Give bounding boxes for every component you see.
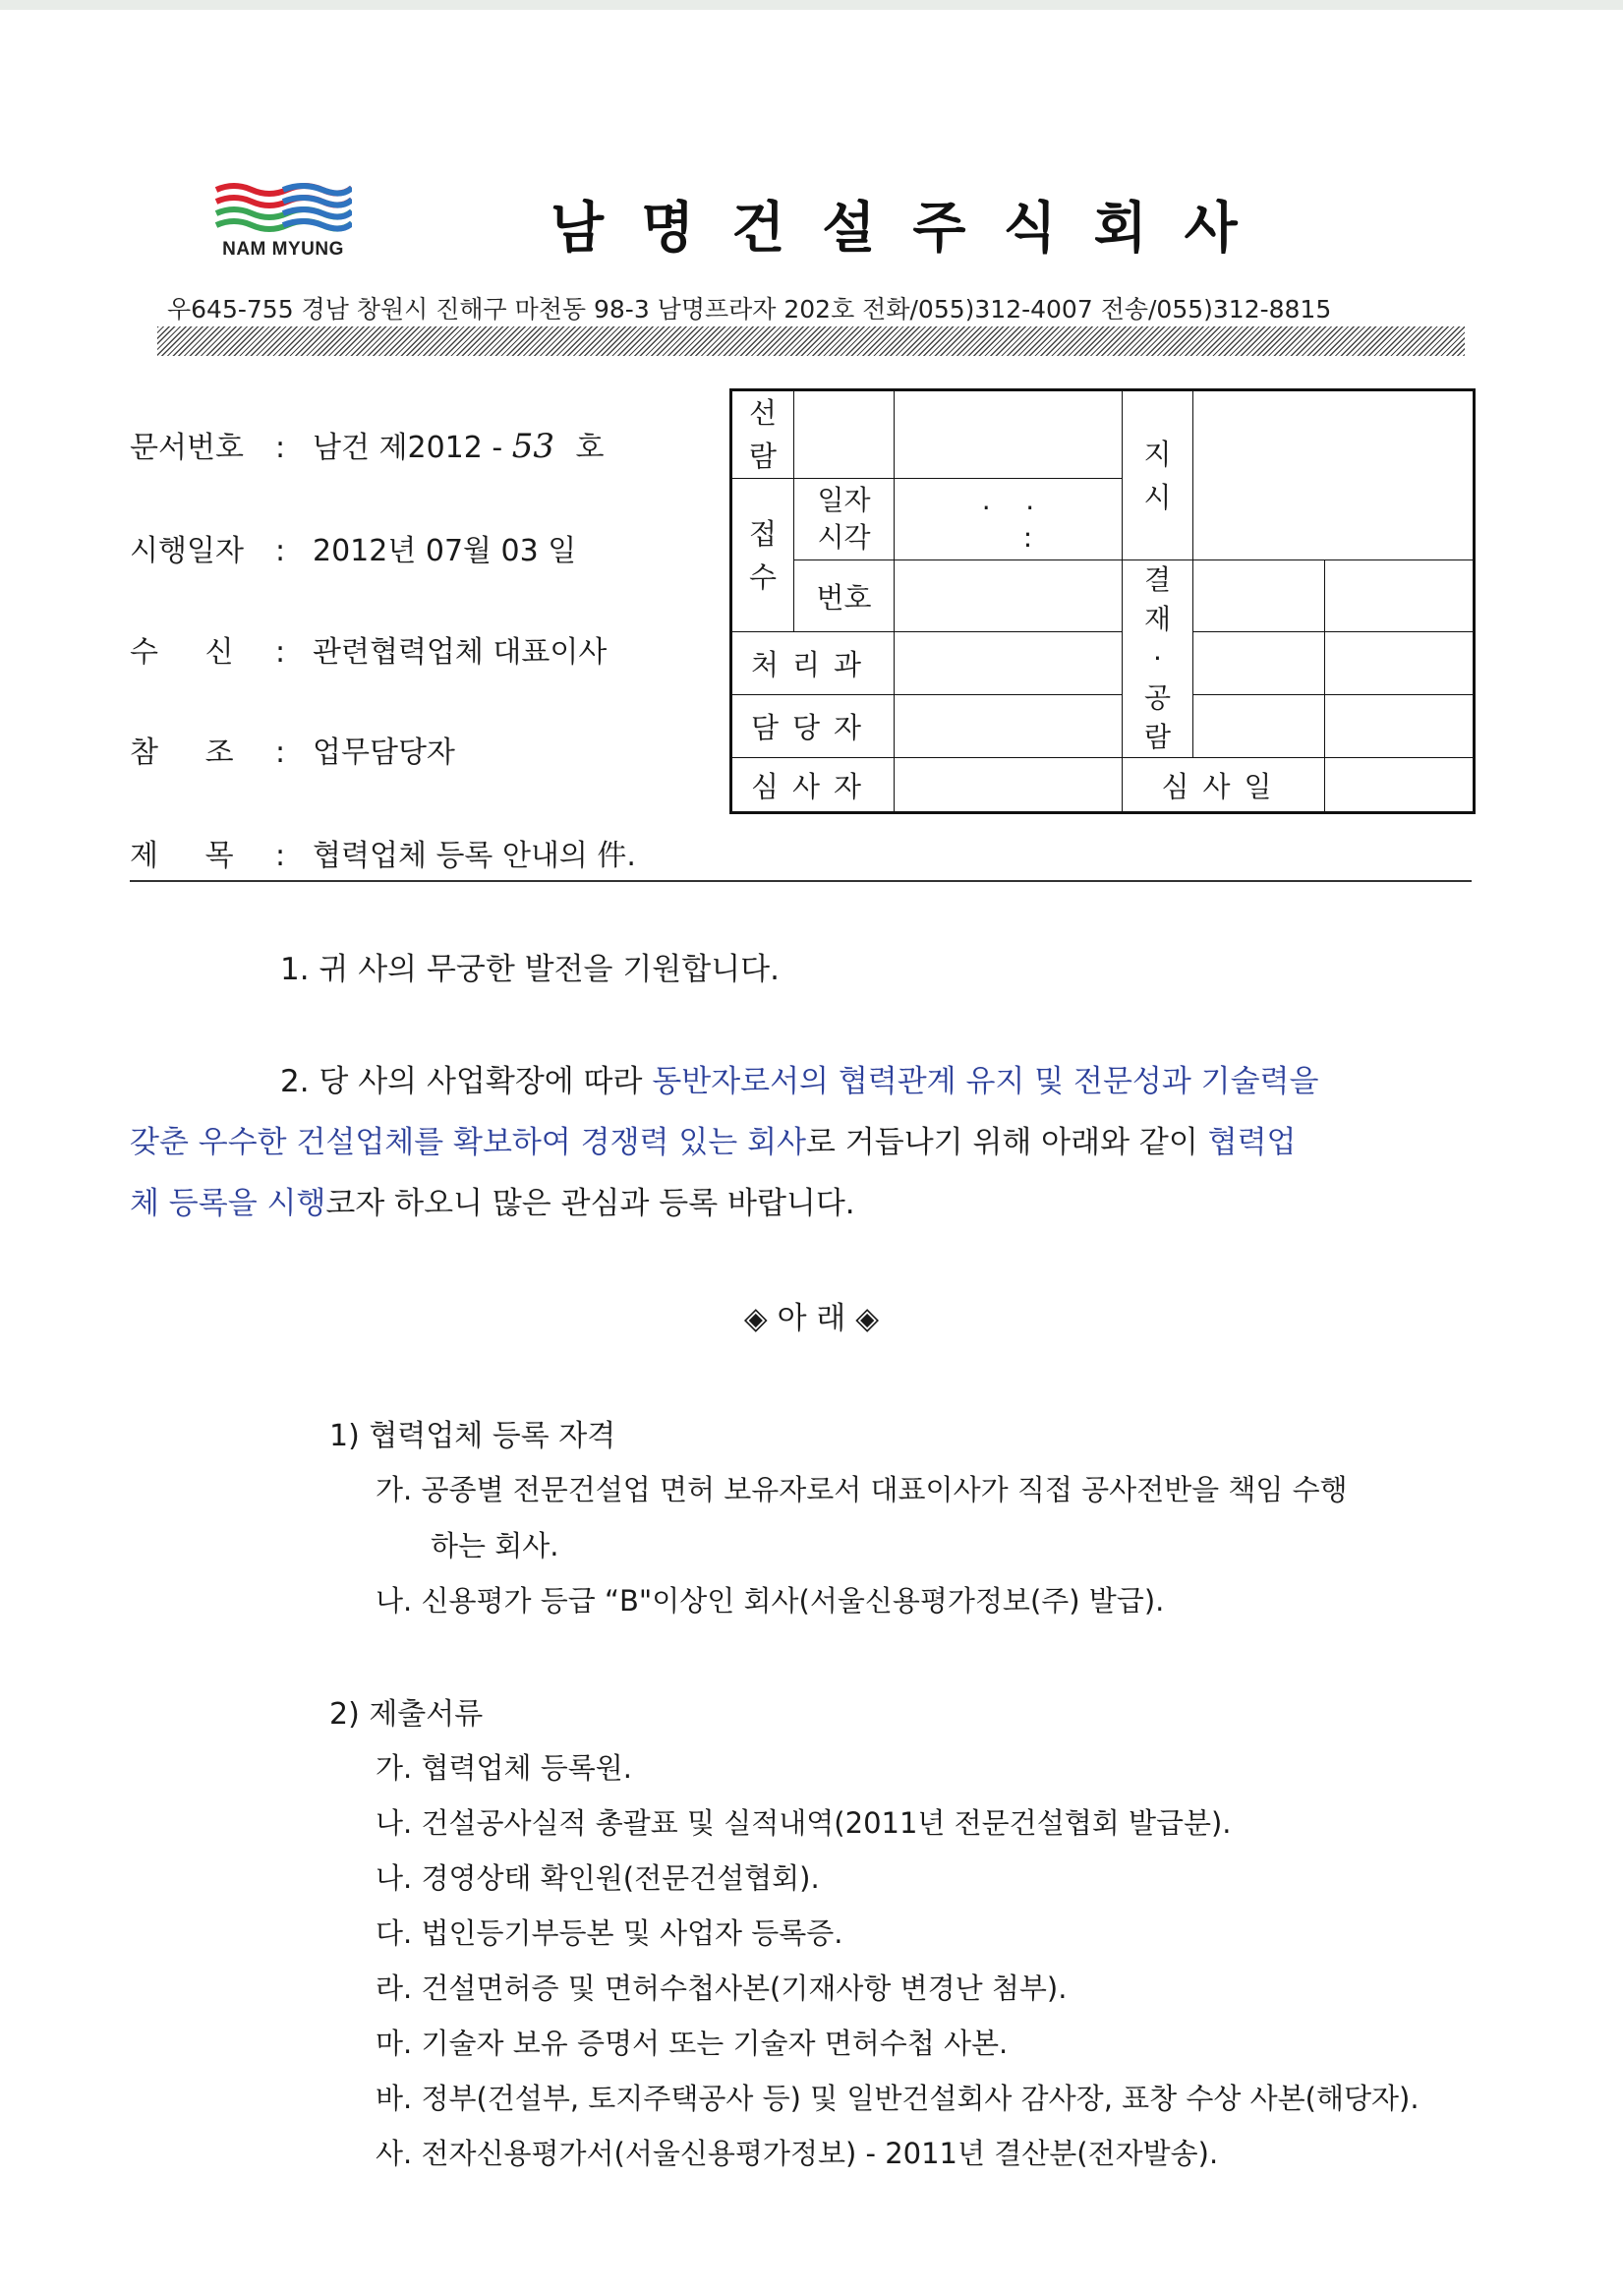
recipient-row: 수 신 : 관련협력업체 대표이사 (130, 627, 607, 671)
doc-number-label: 문서번호 (130, 431, 244, 465)
date-value: 2012년 07월 03 일 (313, 534, 577, 568)
notice-heading: ◈ 아 래 ◈ (743, 1301, 880, 1336)
seonram-cell (794, 390, 895, 479)
section-2-item-2: 나. 건설공사실적 총괄표 및 실적내역(2011년 전문건설협회 발급분). (376, 1806, 1232, 1840)
jisi-cell (1193, 390, 1475, 560)
damdangja-label: 담당자 (731, 695, 895, 758)
gyeoljae-cell-5 (1193, 695, 1325, 758)
cheorigwa-cell (895, 632, 1123, 695)
paragraph-2-line-1 (280, 1056, 1318, 1100)
gyeoljae-cell-1 (1193, 560, 1325, 632)
gyeoljae-cell-6 (1325, 695, 1475, 758)
section-2-item-6: 마. 기술자 보유 증명서 또는 기술자 면허수첩 사본. (376, 2027, 1009, 2060)
approval-box (729, 388, 1476, 814)
p2-part-d: 로 거듭나기 위해 아래와 같이 (806, 1125, 1208, 1160)
p2-part-a: 2. 당 사의 사업확장에 따라 (280, 1064, 653, 1099)
date-row: 시행일자 : 2012년 07월 03 일 (130, 526, 576, 569)
jeopsu-label: 접 수 (731, 479, 794, 632)
section-1-item-1-cont: 하는 회사. (431, 1529, 559, 1562)
seonram-value-cell (895, 390, 1123, 479)
recipient-label: 수 신 (130, 635, 234, 670)
gyeoljae-cell-4 (1325, 632, 1475, 695)
section-2-item-5: 라. 건설면허증 및 면허수첩사본(기재사항 변경난 첨부). (376, 1972, 1068, 2005)
section-1-item-1: 가. 공종별 전문건설업 면허 보유자로서 대표이사가 직접 공사전반을 책임 수행 (376, 1473, 1348, 1506)
date-marks: . . (981, 484, 1035, 516)
company-name: 남명건설주식회사 (551, 196, 1275, 261)
beonho-label: 번호 (794, 560, 895, 632)
simsaja-cell (895, 758, 1123, 813)
section-2-item-7: 바. 정부(건설부, 토지주택공사 등) 및 일반건설회사 감사장, 표창 수상 사본(해당자). (376, 2082, 1420, 2115)
reference-label: 참 조 (130, 736, 234, 770)
cheorigwa-label: 처리과 (731, 632, 895, 695)
subject-value: 협력업체 등록 안내의 件. (313, 839, 636, 873)
section-2-item-8: 사. 전자신용평가서(서울신용평가정보) - 2011년 결산분(전자발송). (376, 2137, 1219, 2170)
paragraph-2-line-2 (130, 1117, 1296, 1161)
subject-row: 제 목 : 협력업체 등록 안내의 件. (130, 831, 636, 874)
doc-number-row: 문서번호 : 남건 제2012 - 53 호 (130, 423, 605, 466)
paragraph-1: 1. 귀 사의 무궁한 발전을 기원합니다. (280, 952, 780, 987)
date-time-cell (895, 479, 1123, 560)
ilja-sigak-label: 일자 시각 (794, 479, 895, 560)
section-1-item-2: 나. 신용평가 등급 “B"이상인 회사(서울신용평가정보(주) 발급). (376, 1584, 1165, 1618)
doc-number-value: 남건 제2012 - (313, 431, 503, 465)
logo-wordmark: NAM MYUNG (222, 239, 344, 260)
recipient-value: 관련협력업체 대표이사 (313, 635, 608, 670)
subject-label: 제 목 (130, 839, 234, 873)
beonho-cell (895, 560, 1123, 632)
header-hatch-divider (157, 326, 1465, 356)
reference-value: 업무담당자 (313, 736, 455, 770)
seonram-label: 선 람 (731, 390, 794, 479)
scan-top-edge (0, 0, 1623, 10)
company-address: 우645-755 경남 창원시 진해구 마천동 98-3 남명프라자 202호 전화/055)312-4007 전송/055)312-8815 (167, 295, 1332, 324)
section-2-item-1: 가. 협력업체 등록원. (376, 1751, 632, 1785)
p2-part-c: 갖춘 우수한 건설업체를 확보하여 경쟁력 있는 회사 (130, 1125, 806, 1160)
simsail-cell (1325, 758, 1475, 813)
time-mark: : (1022, 521, 1033, 554)
gyeoljae-cell-3 (1193, 632, 1325, 695)
date-label: 시행일자 (130, 534, 244, 568)
gyeoljae-label: 결 재 · 공 람 (1123, 560, 1193, 758)
doc-number-handwritten: 53 (511, 427, 554, 466)
doc-number-suffix: 호 (575, 431, 605, 465)
simsaja-label: 심사자 (731, 758, 895, 813)
damdangja-cell (895, 695, 1123, 758)
paragraph-2-line-3 (130, 1178, 855, 1222)
gyeoljae-cell-2 (1325, 560, 1475, 632)
p2-part-f: 체 등록을 시행 (130, 1186, 326, 1221)
subject-underline (130, 880, 1472, 882)
section-2-item-4: 다. 법인등기부등본 및 사업자 등록증. (376, 1916, 843, 1950)
jisi-label: 지 시 (1123, 390, 1193, 560)
p2-part-g: 코자 하오니 많은 관심과 등록 바랍니다. (325, 1186, 855, 1221)
p2-part-e: 협력업 (1207, 1125, 1297, 1160)
reference-row: 참 조 : 업무담당자 (130, 728, 455, 771)
section-2-item-3: 나. 경영상태 확인원(전문건설협회). (376, 1861, 820, 1895)
simsail-label: 심사일 (1123, 758, 1325, 813)
section-1-title: 1) 협력업체 등록 자격 (329, 1419, 616, 1453)
section-2-title: 2) 제출서류 (329, 1697, 484, 1732)
p2-part-b: 동반자로서의 협력관계 유지 및 전문성과 기술력을 (652, 1064, 1319, 1099)
